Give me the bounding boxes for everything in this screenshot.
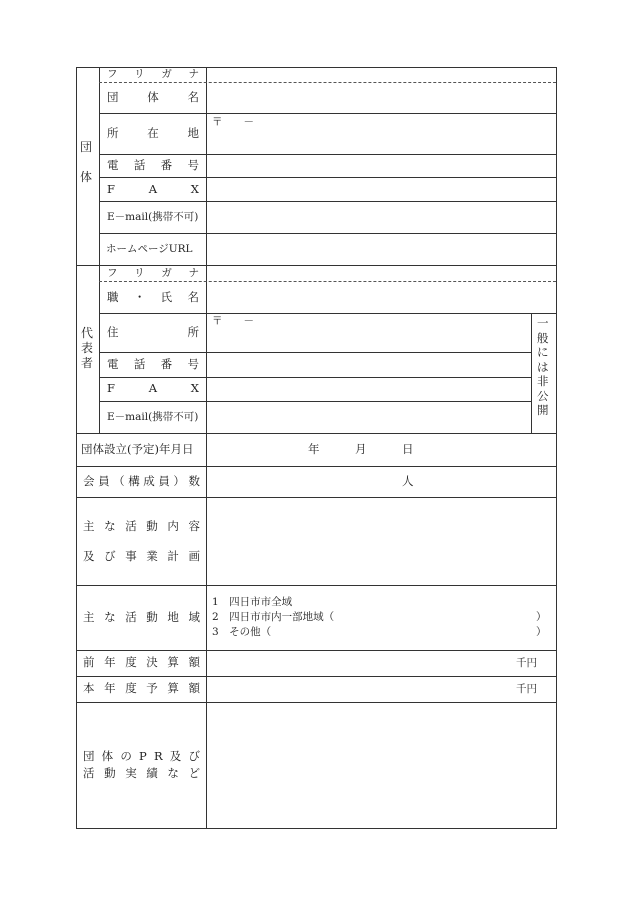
label-char: リ [134, 68, 145, 80]
label-char: 話 [133, 158, 146, 172]
rep-furigana-field[interactable] [207, 267, 555, 280]
established-year: 年 [308, 442, 320, 456]
label-char: 地 [187, 126, 199, 140]
rep-title-name-label [107, 292, 199, 304]
label-char: リ [134, 267, 145, 279]
label-char: 一 [537, 316, 549, 330]
label-char: 体 [101, 749, 114, 763]
section-label-divider [99, 67, 100, 433]
area-option-2[interactable]: 2 四日市市内一部地域（ [212, 611, 335, 623]
prev-settlement-field[interactable] [207, 651, 555, 675]
label-char: 員 [98, 474, 110, 488]
activity-label-line2 [83, 551, 200, 563]
area-option-2-close: ） [536, 611, 547, 623]
outer-border-left [76, 67, 77, 828]
label-char: に [537, 345, 549, 359]
label-char: F [107, 381, 115, 395]
label-char: 活 [83, 766, 95, 780]
label-char: な [167, 766, 179, 780]
label-char: 名 [187, 90, 199, 104]
rep-furigana-dash [99, 281, 556, 282]
label-char: R [153, 749, 163, 763]
label-char: 団 [107, 90, 119, 104]
label-char: 公 [537, 388, 549, 403]
group-phone-label [107, 160, 199, 172]
rep-postal-mark: 〒 － [212, 315, 254, 327]
members-unit: 人 [402, 474, 414, 488]
label-char: 容 [188, 519, 200, 533]
label-char: の [120, 749, 132, 763]
group-phone-field[interactable] [207, 155, 555, 176]
label-char: A [148, 182, 158, 196]
label-char: ガ [161, 68, 172, 80]
section-line [76, 265, 557, 266]
label-char: 号 [187, 357, 199, 371]
group-fax-label [107, 184, 199, 196]
label-char: 号 [187, 158, 199, 172]
label-char: 内 [167, 519, 179, 533]
label-char: 動 [104, 766, 116, 780]
label-char: 体 [147, 90, 159, 104]
group-section-label [80, 141, 92, 183]
group-address-label [107, 128, 199, 140]
label-char: ・ [133, 290, 146, 304]
label-char: 代 [81, 326, 94, 340]
label-char: 実 [125, 766, 137, 780]
label-char: 業 [146, 549, 158, 563]
label-char: 番 [160, 357, 173, 371]
label-char: 構 [128, 474, 140, 488]
area-option-3-close: ） [536, 626, 547, 638]
label-char: は [537, 359, 549, 374]
area-option-3[interactable]: 3 その他（ [212, 626, 272, 638]
group-furigana-label [107, 69, 199, 80]
label-char: 者 [81, 356, 94, 370]
label-char: 開 [537, 403, 549, 417]
label-char: フ [107, 267, 118, 279]
label-char: 在 [147, 126, 159, 140]
label-char: 非 [537, 374, 549, 388]
label-char: フ [107, 68, 118, 80]
label-char: 画 [188, 549, 200, 563]
rep-address-field[interactable] [207, 330, 530, 351]
label-char: 数 [188, 474, 200, 488]
label-char: 所 [187, 325, 199, 339]
label-char: な [104, 610, 116, 624]
rep-section-label [81, 327, 93, 369]
rep-fax-field[interactable] [207, 378, 530, 400]
activity-label-line1 [83, 521, 200, 533]
budget-field[interactable] [207, 677, 555, 701]
label-char: 事 [125, 549, 137, 563]
label-char: 績 [146, 766, 158, 780]
pr-label-line2 [83, 768, 200, 780]
label-char: 動 [146, 519, 158, 533]
label-char: 計 [167, 549, 179, 563]
pr-label-line1 [83, 751, 200, 763]
established-date-field[interactable] [207, 434, 555, 465]
area-label [83, 612, 200, 624]
label-char: 本 [83, 681, 95, 695]
label-char: X [190, 182, 199, 196]
label-char: 活 [125, 519, 137, 533]
label-char: 会 [83, 474, 95, 488]
outer-border-top [76, 67, 557, 68]
label-char: 決 [146, 655, 158, 669]
group-email-label: E－mail(携帯不可) [107, 211, 199, 223]
group-furigana-dash [99, 82, 556, 83]
rep-title-name-field[interactable] [207, 283, 555, 312]
label-char: 算 [167, 681, 179, 695]
label-char: ど [188, 766, 200, 780]
label-char: 主 [83, 519, 95, 533]
label-char: 主 [83, 610, 95, 624]
label-char: 団 [83, 749, 95, 763]
budget-label [83, 683, 200, 695]
label-char: 話 [133, 357, 146, 371]
rep-email-label: E－mail(携帯不可) [107, 411, 199, 423]
label-char: ナ [188, 68, 199, 80]
label-char: 額 [188, 681, 200, 695]
group-homepage-label: ホームページURL [106, 243, 193, 255]
outer-border-right [556, 67, 557, 828]
label-char: 体 [80, 170, 93, 184]
rep-fax-label [107, 383, 199, 395]
group-homepage-field[interactable] [207, 234, 555, 264]
label-char: X [190, 381, 199, 395]
private-note-divider [531, 313, 532, 433]
group-furigana-field[interactable] [207, 69, 555, 81]
label-char: 成 [143, 474, 155, 488]
label-char: 表 [81, 341, 94, 355]
label-char: 般 [537, 330, 549, 345]
label-char: 動 [146, 610, 158, 624]
label-char: 年 [104, 681, 116, 695]
prev-settlement-unit: 千円 [516, 657, 537, 669]
label-char: 度 [125, 681, 137, 695]
label-char: （ [113, 474, 125, 488]
label-char: P [139, 749, 147, 763]
pr-content-field[interactable] [207, 703, 555, 827]
row-line [76, 585, 557, 586]
group-address-field[interactable] [207, 131, 555, 153]
label-char: ） [173, 474, 185, 488]
label-char: 名 [187, 290, 199, 304]
row-line [99, 113, 556, 114]
budget-unit: 千円 [516, 683, 537, 695]
private-note [537, 318, 549, 417]
label-char: 所 [107, 126, 119, 140]
label-char: ガ [161, 267, 172, 279]
label-char: 度 [125, 655, 137, 669]
area-option-1[interactable]: 1 四日市市全域 [212, 596, 293, 608]
group-name-label [107, 92, 199, 104]
label-char: F [107, 182, 115, 196]
established-day: 日 [402, 442, 414, 456]
rep-address-label [107, 327, 199, 339]
label-char: 予 [146, 681, 158, 695]
label-char: ナ [188, 267, 199, 279]
members-count-field[interactable] [207, 467, 555, 496]
group-email-field[interactable] [207, 202, 555, 232]
group-postal-mark: 〒 － [212, 116, 254, 128]
label-char: 職 [107, 290, 119, 304]
established-month: 月 [355, 442, 367, 456]
outer-border-bottom [76, 828, 557, 829]
row-line [99, 313, 556, 314]
label-char: 地 [167, 610, 179, 624]
label-char: 電 [107, 357, 119, 371]
label-char: 電 [107, 158, 119, 172]
label-char: 及 [83, 549, 95, 563]
label-char: 算 [167, 655, 179, 669]
label-char: A [148, 381, 158, 395]
rep-phone-label [107, 359, 199, 371]
label-char: 活 [125, 610, 137, 624]
label-char: 域 [188, 610, 200, 624]
group-fax-field[interactable] [207, 178, 555, 200]
label-char: び [188, 749, 200, 763]
established-label: 団体設立(予定)年月日 [81, 442, 194, 456]
label-char: 番 [160, 158, 173, 172]
label-char: び [104, 549, 116, 563]
label-char: 前 [83, 655, 95, 669]
label-char: 及 [169, 749, 182, 763]
group-name-field[interactable] [207, 84, 555, 112]
label-char: 団 [80, 140, 93, 154]
label-char: な [104, 519, 116, 533]
label-char: 住 [107, 325, 119, 339]
label-char: 額 [188, 655, 200, 669]
label-char: 員 [158, 474, 170, 488]
label-char: 氏 [160, 290, 173, 304]
rep-phone-field[interactable] [207, 353, 530, 376]
label-char: 年 [104, 655, 116, 669]
rep-email-field[interactable] [207, 402, 530, 432]
rep-furigana-label [107, 268, 199, 279]
members-label [83, 476, 200, 488]
prev-settlement-label [83, 657, 200, 669]
activity-content-field[interactable] [207, 498, 555, 584]
